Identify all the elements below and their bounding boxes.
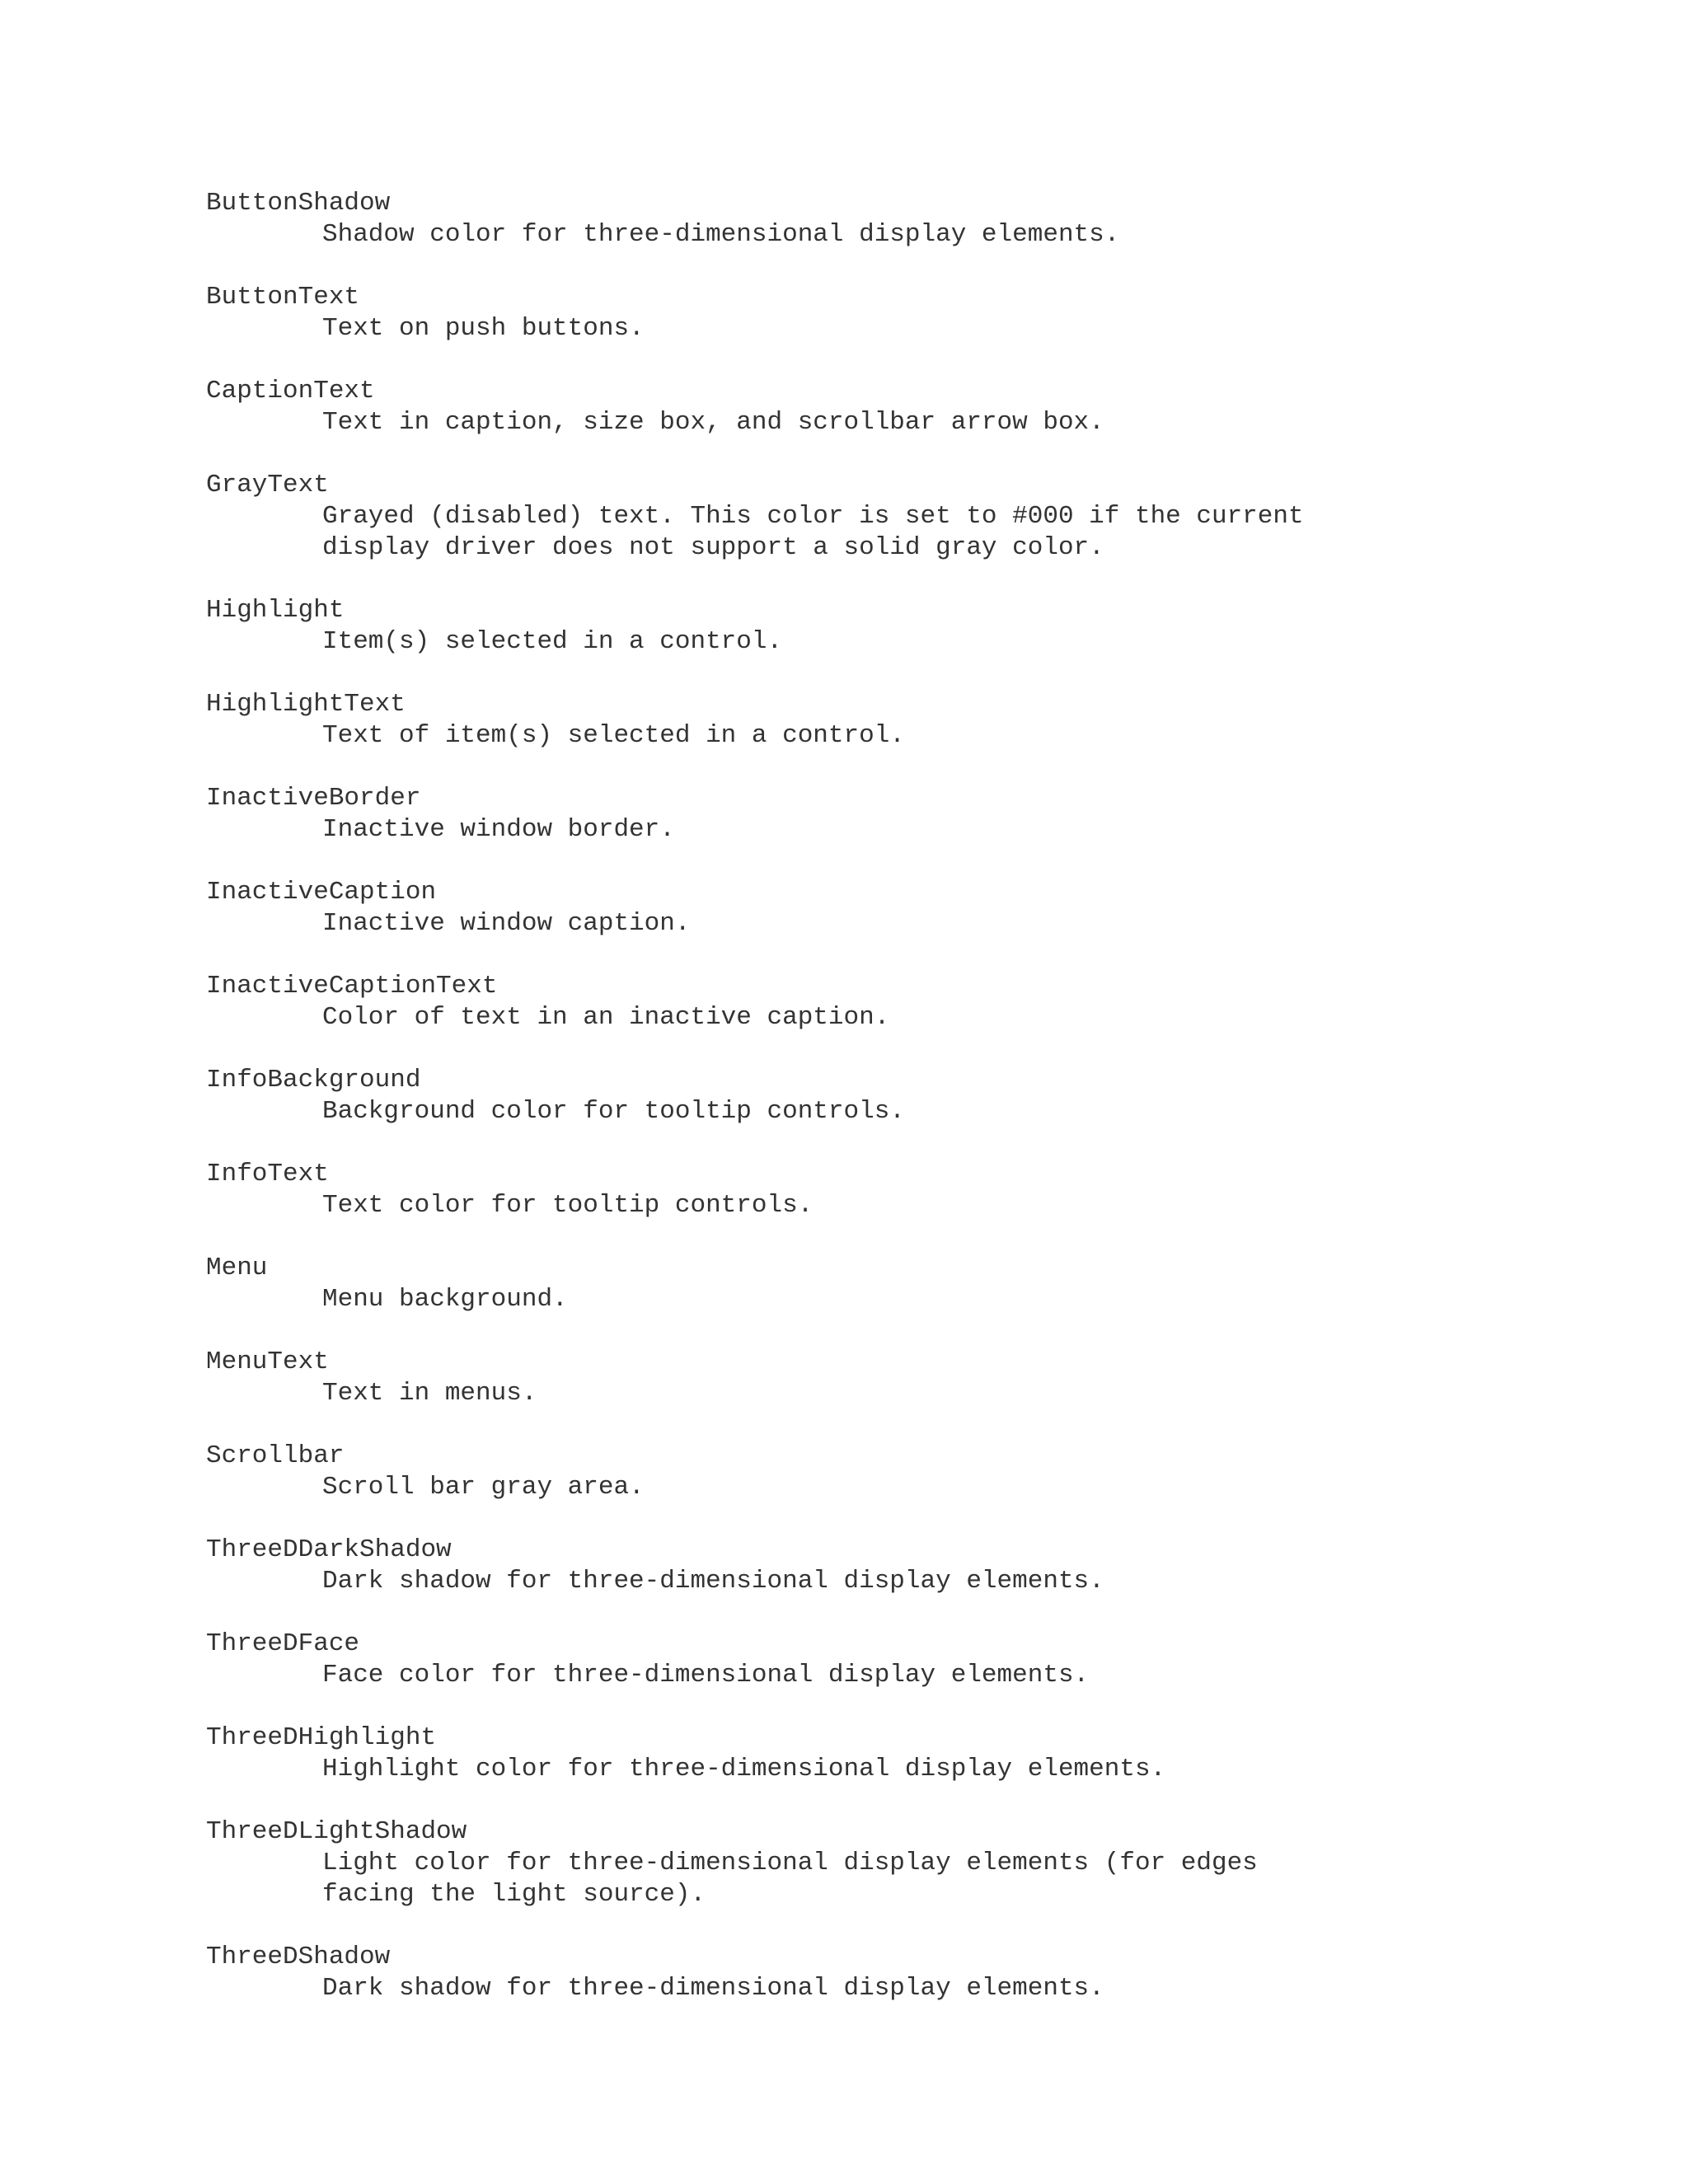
entry-description: Text in menus. — [322, 1379, 537, 1408]
entry-term: Scrollbar — [206, 1441, 345, 1470]
entry-threedlightshadow — [206, 1816, 1648, 1910]
entry-threedface — [206, 1629, 1648, 1691]
entry-term: GrayText — [206, 471, 329, 499]
entry-scrollbar — [206, 1441, 1648, 1503]
entry-description: Grayed (disabled) text. This color is set to #000 if the current display driver does not support a solid gray color. — [322, 502, 1304, 562]
entry-menutext — [206, 1347, 1648, 1409]
entry-description: Inactive window border. — [322, 815, 675, 844]
entry-inactivecaption — [206, 877, 1648, 940]
entry-menu — [206, 1253, 1648, 1315]
entry-description: Dark shadow for three-dimensional display elements. — [322, 1567, 1104, 1596]
entry-threeddarkshadow — [206, 1535, 1648, 1597]
entry-term: Menu — [206, 1254, 268, 1282]
entry-term: ThreeDLightShadow — [206, 1817, 467, 1846]
entry-term: InactiveBorder — [206, 784, 421, 813]
entry-captiontext — [206, 376, 1648, 438]
entry-term: HighlightText — [206, 690, 406, 719]
entry-description: Inactive window caption. — [322, 909, 691, 938]
entry-buttontext — [206, 282, 1648, 344]
entry-description: Face color for three-dimensional display elements. — [322, 1661, 1090, 1690]
entry-description: Text color for tooltip controls. — [322, 1191, 814, 1220]
entry-term: ThreeDHighlight — [206, 1723, 437, 1752]
entry-highlight — [206, 595, 1648, 658]
entry-term: ButtonShadow — [206, 189, 391, 218]
entry-description: Light color for three-dimensional display elements (for edges facing the light source). — [322, 1849, 1258, 1909]
entry-description: Menu background. — [322, 1285, 568, 1314]
entry-term: InfoText — [206, 1160, 329, 1188]
entry-term: ButtonText — [206, 283, 360, 312]
entry-term: ThreeDShadow — [206, 1943, 391, 1971]
entry-inactivecaptiontext — [206, 971, 1648, 1033]
entry-threedshadow — [206, 1942, 1648, 2004]
entry-description: Shadow color for three-dimensional display elements. — [322, 220, 1120, 249]
entry-term: InfoBackground — [206, 1066, 421, 1094]
entry-term: ThreeDFace — [206, 1629, 360, 1658]
entry-description: Color of text in an inactive caption. — [322, 1003, 890, 1032]
entry-term: InactiveCaptionText — [206, 972, 498, 1001]
definition-list — [206, 188, 1648, 2036]
entry-highlighttext — [206, 689, 1648, 752]
entry-graytext — [206, 470, 1648, 564]
entry-buttonshadow — [206, 188, 1648, 251]
entry-term: MenuText — [206, 1347, 329, 1376]
entry-description: Item(s) selected in a control. — [322, 627, 783, 656]
entry-infotext — [206, 1159, 1648, 1221]
entry-description: Text on push buttons. — [322, 314, 645, 343]
entry-description: Background color for tooltip controls. — [322, 1097, 905, 1126]
entry-description: Text in caption, size box, and scrollbar arrow box. — [322, 408, 1104, 437]
entry-inactiveborder — [206, 783, 1648, 846]
entry-description: Highlight color for three-dimensional display elements. — [322, 1755, 1166, 1783]
entry-term: CaptionText — [206, 377, 375, 405]
entry-description: Scroll bar gray area. — [322, 1473, 645, 1502]
entry-infobackground — [206, 1065, 1648, 1127]
entry-term: Highlight — [206, 596, 345, 625]
entry-description: Dark shadow for three-dimensional display elements. — [322, 1974, 1104, 2003]
entry-description: Text of item(s) selected in a control. — [322, 721, 905, 750]
entry-term: ThreeDDarkShadow — [206, 1535, 452, 1564]
entry-threedhighlight — [206, 1722, 1648, 1785]
entry-term: InactiveCaption — [206, 878, 437, 907]
